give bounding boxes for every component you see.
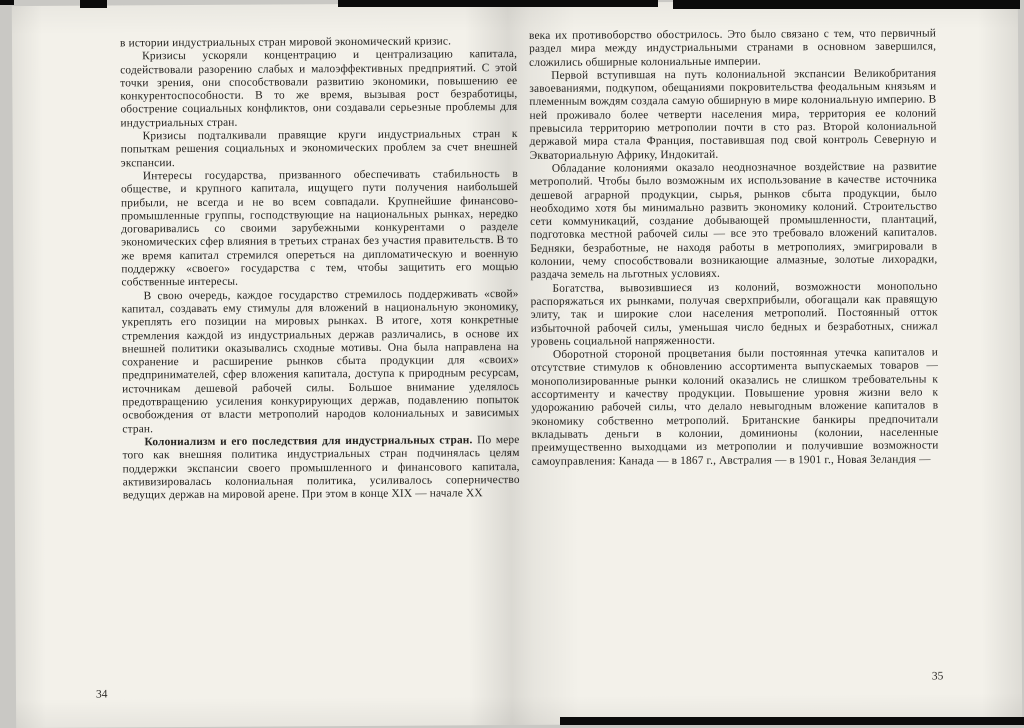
paragraph: В свою очередь, каждое государство стремилось поддерживать «свой» капитал, создавать ему стимулы для вложений в национальную экономику, укреплять его позиции на мировых рынках. В итоге, хотя конкретные стремления каждой из индустриальных держав различались, в основе их внешней политики оказывались сходные мотивы. Она была направлена на сохранение и расширение рынков сбыта продукции для «своих» предпринимателей, сфер вложения капитала, доступа к природным ресурсам, источникам дешевой рабочей силы. Большое внимание уделялось предотвращению усиления конкурирующих держав, подавлению попыток освобождения от власти метрополий народов колониальных и зависимых стран. <box>121 287 520 436</box>
paragraph: в истории индустриальных стран мировой экономический кризис. <box>119 35 452 50</box>
scan-artifact <box>0 0 14 5</box>
book-page-spread <box>12 0 1022 728</box>
left-page-text <box>120 35 520 503</box>
paragraph-bold-lead: Колониализм и его последствия для индустриальных стран. <box>144 434 473 449</box>
paragraph: Богатства, вывозившиеся из колоний, возможности монопольно распоряжаться их рынками, получая сверхприбыли, обогащали как правящую элиту, так и широкие слои населения метрополий. Постоянный отток избыточной рабочей силы, уменьшая число бедных и безработных, снижал уровень социальной напряженности. <box>530 280 938 348</box>
paragraph: Оборотной стороной процветания были постоянная утечка капиталов и отсутствие стимулов к обновлению ассортимента выпускаемых товаров — монополизированные рынки колоний оказались не слишком требовательны к ассортименту и качеству продукции. Повышение уровня жизни вело к удорожанию рабочей силы, что делало невыгодным вложение капиталов в экономику собственно метрополий. Британские банкиры предпочитали вкладывать деньги в колонии, доминионы (колонии, населенные преимущественно выходцами из метрополии и получившие возможности самоуправления: Канада — в 1867 г., Австралия — в 1901 г., Новая Зеландия — <box>530 346 939 468</box>
scan-artifact <box>673 0 1020 9</box>
scan-artifact <box>560 717 1024 725</box>
paragraph: Колониализм и его последствия для индустриальных стран. По мере того как внешняя политика индустриальных стран подчинялась целям поддержки экспансии своего промышленного и финансового капитала, активизировалась колониальная политика, усиливалось соперничество ведущих держав на мировой арене. При этом в конце XIX — начале XX <box>122 433 520 502</box>
paragraph: Первой вступившая на путь колониальной экспансии Великобритания завоеваниями, подкупом, обещаниями покровительства феодальным князьям и племенным вождям создала самую обширную в мире колониальную империю. В ней проживало более четверти населения мира, территория ее колоний превысила территорию метрополии почти в сто раз. Второй колониальной державой мира стала Франция, поставившая под свой контроль Северную и Экваториальную Африку, Индокитай. <box>529 67 937 162</box>
paragraph: Интересы государства, призванного обеспечивать стабильность в обществе, и крупного капитала, ищущего пути получения наибольшей прибыли, не всегда и не во всем совпадали. Крупнейшие финансово-промышленные группы, господствующие на национальных рынках, нередко договаривались со своими зарубежными конкурентами о разделе экономических сфер влияния в третьих странах без участия правительств. В то же время капитал стремился опереться на дипломатическую и военную поддержку «своего» государства с тем, чтобы защитить его мощью собственные интересы. <box>120 167 519 289</box>
scan-artifact <box>80 0 107 8</box>
paragraph: Кризисы подталкивали правящие круги индустриальных стран к попыткам решения социальных и экономических проблем за счет внешней экспансии. <box>120 128 518 170</box>
paragraph: века их противоборство обострилось. Это было связано с тем, что первичный раздел мира между индустриальными странами в основном завершился, сложились обширные колониальные империи. <box>528 27 937 69</box>
page-number-right: 35 <box>931 670 944 683</box>
scan-artifact <box>338 0 658 7</box>
page-number-left: 34 <box>95 688 108 701</box>
paragraph: Кризисы ускоряли концентрацию и централизацию капитала, содействовали разорению слабых и малоэффективных предприятий. С этой точки зрения, они способствовали развитию экономики, повышению ее конкурентоспособности. В то же время, вызывая рост безработицы, обострение социальных конфликтов, они создавали серьезные проблемы для индустриальных стран. <box>120 48 518 130</box>
paragraph: Обладание колониями оказало неоднозначное воздействие на развитие метрополий. Чтобы было возможным их использование в качестве источника дешевой аграрной продукции, сырья, рынков сбыта продукции, было необходимо хотя бы минимально развить экономику колоний. Строительство сети коммуникаций, создание добывающей промышленности, плантаций, подготовка местной рабочей силы — все это требовало вложений капиталов. Бедняки, безработные, не находя работы в метрополиях, эмигрировали в колонии, чему способствовали возникающие алмазные, золотые лихорадки, раздача земель на льготных условиях. <box>529 160 938 282</box>
right-page-text <box>529 27 939 468</box>
